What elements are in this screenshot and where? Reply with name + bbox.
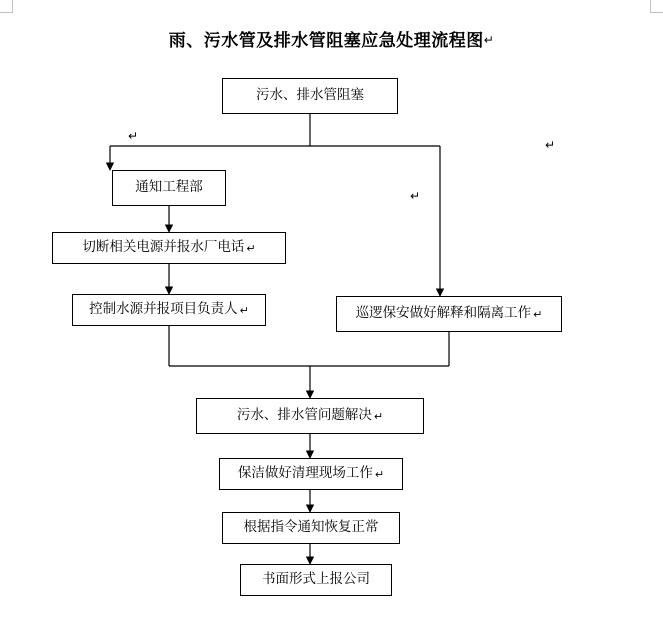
- node-restore-normal-label: 根据指令通知恢复正常: [243, 519, 379, 536]
- node-notify-engineering[interactable]: [112, 170, 226, 206]
- node-control-water-source-paragraph-mark: ↵: [239, 303, 249, 317]
- node-cut-power-paragraph-mark: ↵: [246, 241, 256, 255]
- node-cleaning-site-paragraph-mark: ↵: [374, 467, 385, 481]
- node-written-report[interactable]: [240, 564, 392, 596]
- page-title-text: 雨、污水管及排水管阻塞应急处理流程图: [168, 31, 484, 51]
- paragraph-mark-left: ↵: [128, 129, 139, 143]
- node-start-label: 污水、排水管阻塞: [256, 87, 364, 104]
- page-title: [0, 26, 663, 51]
- node-written-report-label: 书面形式上报公司: [262, 571, 370, 588]
- page-corner-mark-top-left-horizontal: [0, 12, 13, 13]
- paragraph-mark-right: ↵: [545, 138, 556, 152]
- node-notify-engineering-label: 通知工程部: [135, 179, 203, 196]
- node-security-patrol-label: 巡逻保安做好解释和隔离工作: [355, 305, 532, 322]
- page-title-paragraph-mark: ↵: [483, 33, 495, 47]
- node-control-water-source[interactable]: [72, 294, 266, 326]
- paragraph-mark-middle: ↵: [410, 189, 421, 203]
- node-restore-normal[interactable]: [222, 512, 400, 544]
- node-control-water-source-label: 控制水源并报项目负责人: [89, 301, 238, 318]
- node-problem-solved[interactable]: [196, 398, 424, 434]
- node-security-patrol-paragraph-mark: ↵: [533, 307, 543, 321]
- node-problem-solved-paragraph-mark: ↵: [373, 409, 384, 423]
- node-problem-solved-label: 污水、排水管问题解决: [236, 407, 372, 424]
- node-cut-power[interactable]: [52, 232, 286, 264]
- node-cleaning-site[interactable]: [219, 458, 403, 490]
- page-corner-mark-top-right-horizontal: [650, 12, 663, 13]
- node-security-patrol[interactable]: [336, 296, 562, 332]
- node-start[interactable]: [222, 78, 398, 114]
- node-cleaning-site-label: 保洁做好清理现场工作: [237, 465, 373, 482]
- node-cut-power-label: 切断相关电源并报水厂电话: [82, 239, 245, 256]
